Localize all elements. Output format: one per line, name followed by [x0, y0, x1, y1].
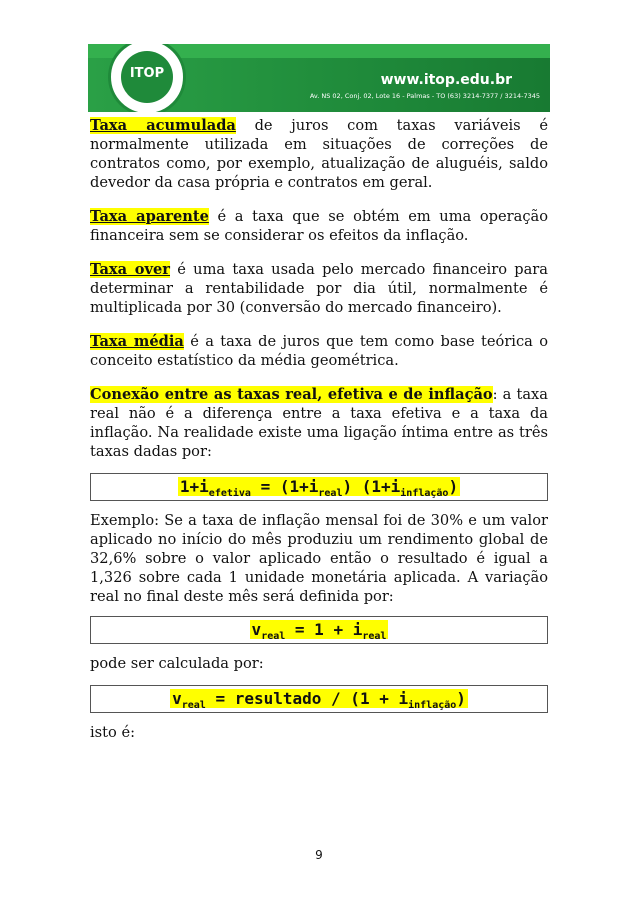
formula-part: ): [456, 689, 466, 708]
formula-box-1: [90, 473, 548, 501]
formula-box-2: [90, 616, 548, 644]
address-line: Av. NS 02, Conj. 02, Lote 16 - Palmas - TO (63) 3214-7377 / 3214-7345: [309, 92, 540, 100]
paragraph-text: de juros com taxas variáveis é normalmente utilizada em situações de correções de contratos como, por exemplo, atualização de aluguéis, saldo devedor da casa própria e contratos em geral.: [90, 117, 548, 191]
formula-subscript: inflação: [400, 488, 449, 500]
term-highlight: Taxa over: [90, 261, 170, 278]
paragraph-conexao: [90, 385, 548, 461]
formula-subscript: real: [261, 631, 286, 643]
formula-part: v: [251, 620, 262, 639]
paragraph-taxa-acumulada: [90, 116, 548, 192]
paragraph-text: é uma taxa usada pelo mercado financeiro para determinar a rentabilidade por dia útil, normalmente é multiplicada por 30 (conversão do mercado financeiro).: [90, 261, 548, 316]
page-number: 9: [315, 848, 323, 862]
header-banner: [88, 44, 550, 112]
formula-subscript: real: [181, 700, 206, 712]
paragraph-text: Exemplo: Se a taxa de inflação mensal foi de 30% e um valor aplicado no início do mês produziu um rendimento global de 32,6% sobre o valor aplicado então o resultado é igual a 1,326 sobre cada 1 unidade monetária aplicada. A variação real no final deste mês será definida por:: [90, 512, 548, 605]
paragraph-calculada: [90, 654, 548, 673]
formula-expression: [250, 620, 389, 643]
paragraph-text: isto é:: [90, 724, 135, 741]
paragraph-isto-e: [90, 723, 548, 742]
term-highlight: Conexão entre as taxas real, efetiva e de inflação: [90, 386, 493, 403]
term-highlight: Taxa aparente: [90, 208, 209, 225]
formula-part: = resultado / (1 + i: [205, 689, 409, 708]
paragraph-text: é a taxa de juros que tem como base teórica o conceito estatístico da média geométrica.: [90, 333, 548, 369]
faculdade-seal-logo: [108, 44, 186, 112]
page-content: [90, 116, 548, 757]
formula-expression: [178, 477, 460, 500]
paragraph-taxa-aparente: [90, 207, 548, 245]
formula-subscript: efetiva: [208, 488, 251, 500]
formula-subscript: inflação: [408, 700, 457, 712]
term-highlight: Taxa média: [90, 333, 184, 350]
paragraph-taxa-over: [90, 260, 548, 317]
formula-part: 1+i: [179, 477, 209, 496]
formula-part: = (1+i: [250, 477, 319, 496]
formula-box-3: [90, 685, 548, 713]
formula-expression: [170, 689, 468, 712]
paragraph-text: é a taxa que se obtém em uma operação financeira sem se considerar os efeitos da inflação.: [90, 208, 548, 244]
paragraph-text: : a taxa real não é a diferença entre a taxa efetiva e a taxa da inflação. Na realidade existe uma ligação íntima entre as três taxas dadas por:: [90, 386, 548, 460]
paragraph-taxa-media: [90, 332, 548, 370]
website-url: www.itop.edu.br: [380, 72, 512, 88]
formula-part: = 1 + i: [285, 620, 363, 639]
formula-subscript: real: [362, 631, 387, 643]
formula-subscript: real: [318, 488, 343, 500]
paragraph-text: pode ser calculada por:: [90, 655, 264, 672]
formula-part: ) (1+i: [342, 477, 401, 496]
formula-part: ): [448, 477, 459, 496]
logo-text: ITOP: [129, 66, 165, 81]
paragraph-exemplo: [90, 511, 548, 606]
term-highlight: Taxa acumulada: [90, 117, 236, 134]
formula-part: v: [172, 689, 182, 708]
